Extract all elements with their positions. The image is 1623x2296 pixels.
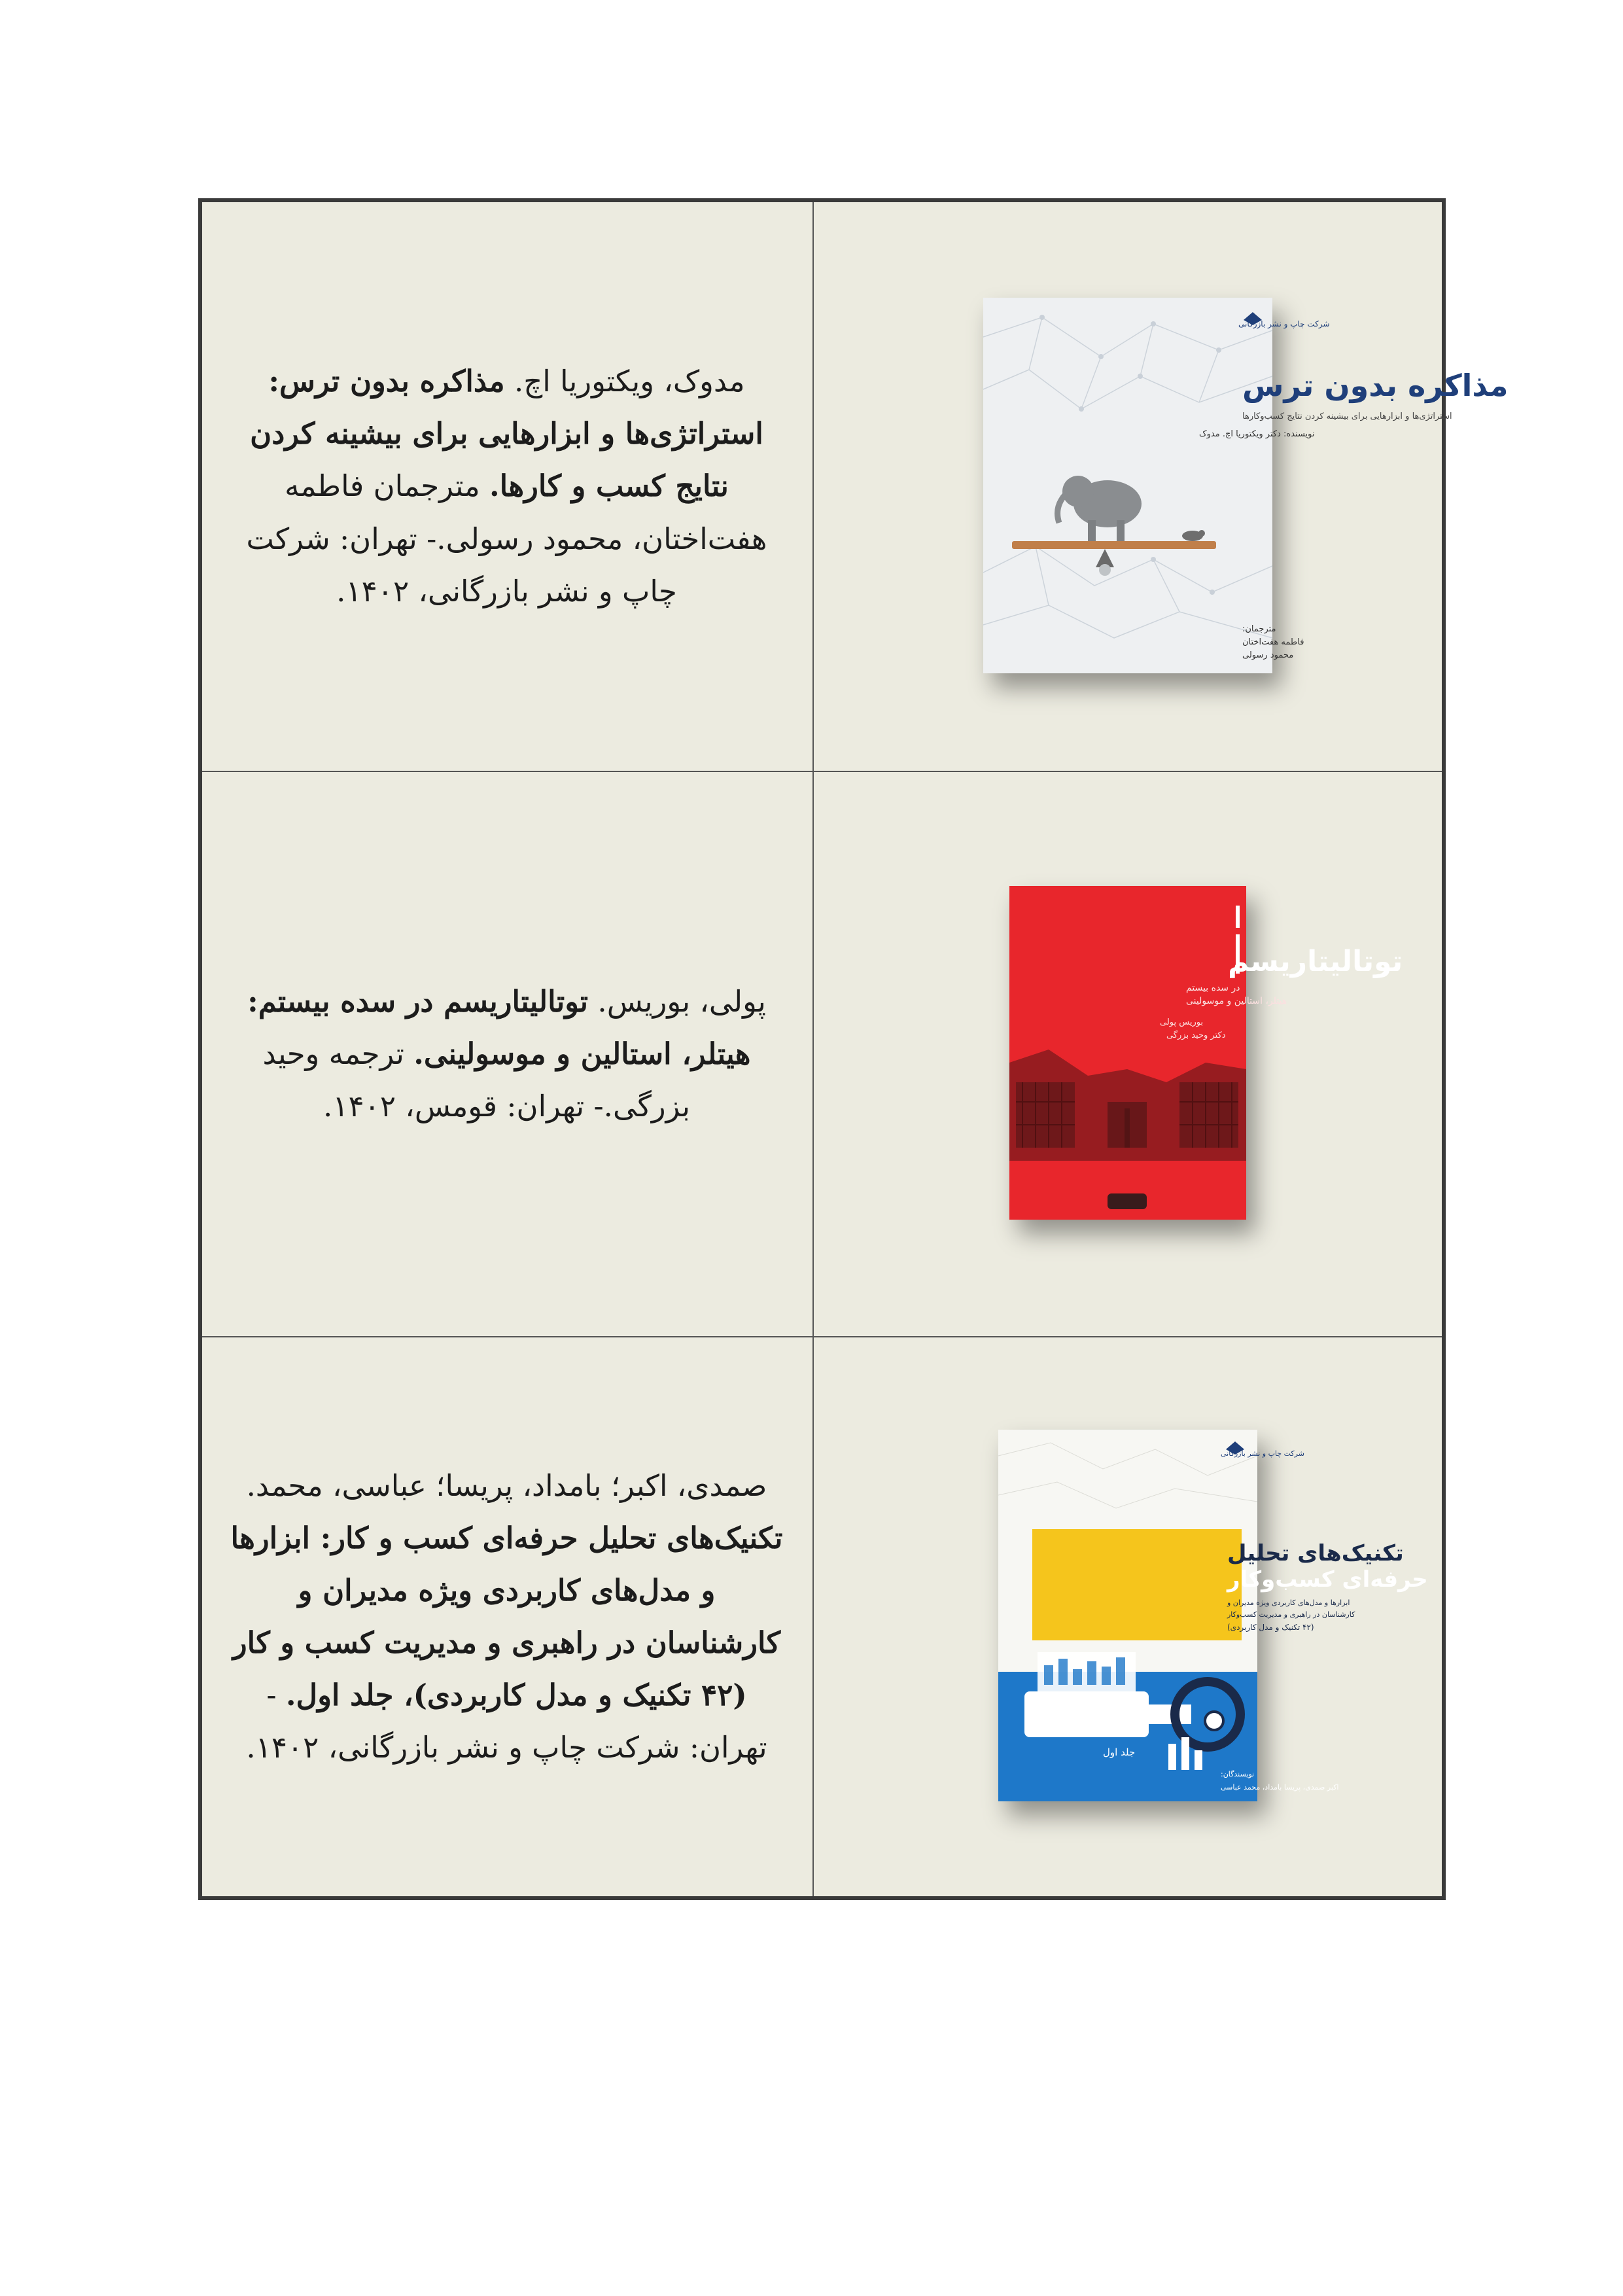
cover-authors-label: نویسندگان: [1221, 1770, 1255, 1778]
citation-title: توتالیتاریسم در سده بیستم: هیتلر، استالین و موسولینی. [247, 983, 751, 1071]
cover-translator: دکتر وحید بزرگی [1166, 1031, 1226, 1040]
citation-author: مدوک، ویکتوریا اچ. [514, 364, 745, 399]
cover-translator-2: محمود رسولی [1242, 650, 1294, 660]
cover-translators-label: مترجمان: [1242, 624, 1276, 634]
citation-text [202, 976, 812, 1133]
table-row [200, 200, 1444, 771]
cover-negotiation-art [983, 298, 1509, 673]
cover-title: توتالیتاریسم [1228, 945, 1403, 978]
citation-title: مذاکره بدون ترس: استراتژی‌ها و ابزارهایی برای بیشینه کردن نتایج کسب و کارها. [250, 364, 763, 504]
cover-author: نویسنده: دکتر ویکتوریا اچ. مدوک [1199, 429, 1315, 439]
cover-subtitle-3: (۴۲ تکنیک و مدل کاربردی) [1227, 1623, 1314, 1632]
cover-authors: اکبر صمدی، پریسا بامداد، محمد عباسی [1221, 1783, 1339, 1792]
citation-author: پولی، بوریس. [597, 983, 766, 1019]
table-row [200, 1337, 1444, 1898]
citation-cell [200, 200, 813, 771]
citation-cell [200, 1337, 813, 1898]
citation-text [202, 1460, 812, 1775]
citation-details: - تهران: شرکت چاپ و نشر بازرگانی، ۱۴۰۲. [246, 1678, 767, 1765]
citation-author: صمدی، اکبر؛ بامداد، پریسا؛ عباسی، محمد. [246, 1468, 767, 1503]
cover-subtitle-2: هیتلر، استالین و موسولینی [1186, 996, 1287, 1006]
cover-cell [813, 1337, 1444, 1898]
cover-title: مذاکره بدون ترس [1242, 367, 1509, 403]
table-row [200, 771, 1444, 1337]
cover-translator-1: فاطمه هفت‌اختان [1242, 637, 1304, 647]
book-cover-negotiation [983, 298, 1509, 673]
book-cover-totalitarianism [1009, 886, 1403, 1220]
citation-title: تکنیک‌های تحلیل حرفه‌ای کسب و کار: ابزارها و مدل‌های کاربردی ویژه مدیران و کارشناسان در راهبری و مدیریت کسب و کار (۴۲ تکنیک و مدل کاربردی)، جلد اول. [230, 1520, 783, 1713]
cover-title-1: تکنیک‌های تحلیل [1227, 1540, 1404, 1566]
cover-title-2: حرفه‌ای کسب‌وکار [1227, 1566, 1428, 1593]
cover-subtitle: استراتژی‌ها و ابزارهایی برای بیشینه کردن نتایج کسب‌وکارها [1242, 411, 1452, 421]
cover-totalitarianism-art [1009, 886, 1403, 1220]
cover-subtitle-2: کارشناسان در راهبری و مدیریت کسب‌وکار [1227, 1610, 1355, 1619]
citation-details: مترجمان فاطمه هفت‌اختان، محمود رسولی.- تهران: شرکت چاپ و نشر بازرگانی، ۱۴۰۲. [246, 468, 767, 609]
cover-publisher: شرکت چاپ و نشر بازرگانی [1238, 319, 1330, 328]
cover-business-analysis-art [998, 1430, 1428, 1801]
cover-subtitle-1: در سده بیستم [1186, 983, 1240, 993]
cover-cell [813, 771, 1444, 1337]
cover-publisher: شرکت چاپ و نشر بازرگانی [1221, 1449, 1304, 1458]
citation-cell [200, 771, 813, 1337]
citation-text [202, 355, 812, 617]
cover-author: بوریس پولی [1160, 1017, 1204, 1027]
book-cover-business-analysis [998, 1430, 1428, 1801]
citation-details: ترجمه وحید بزرگی.- تهران: قومس، ۱۴۰۲. [262, 1036, 690, 1124]
bibliography-table [198, 198, 1509, 1900]
cover-volume: جلد اول [1103, 1746, 1136, 1758]
cover-cell [813, 200, 1509, 771]
cover-subtitle-1: ابزارها و مدل‌های کاربردی ویژه مدیران و [1227, 1598, 1350, 1607]
